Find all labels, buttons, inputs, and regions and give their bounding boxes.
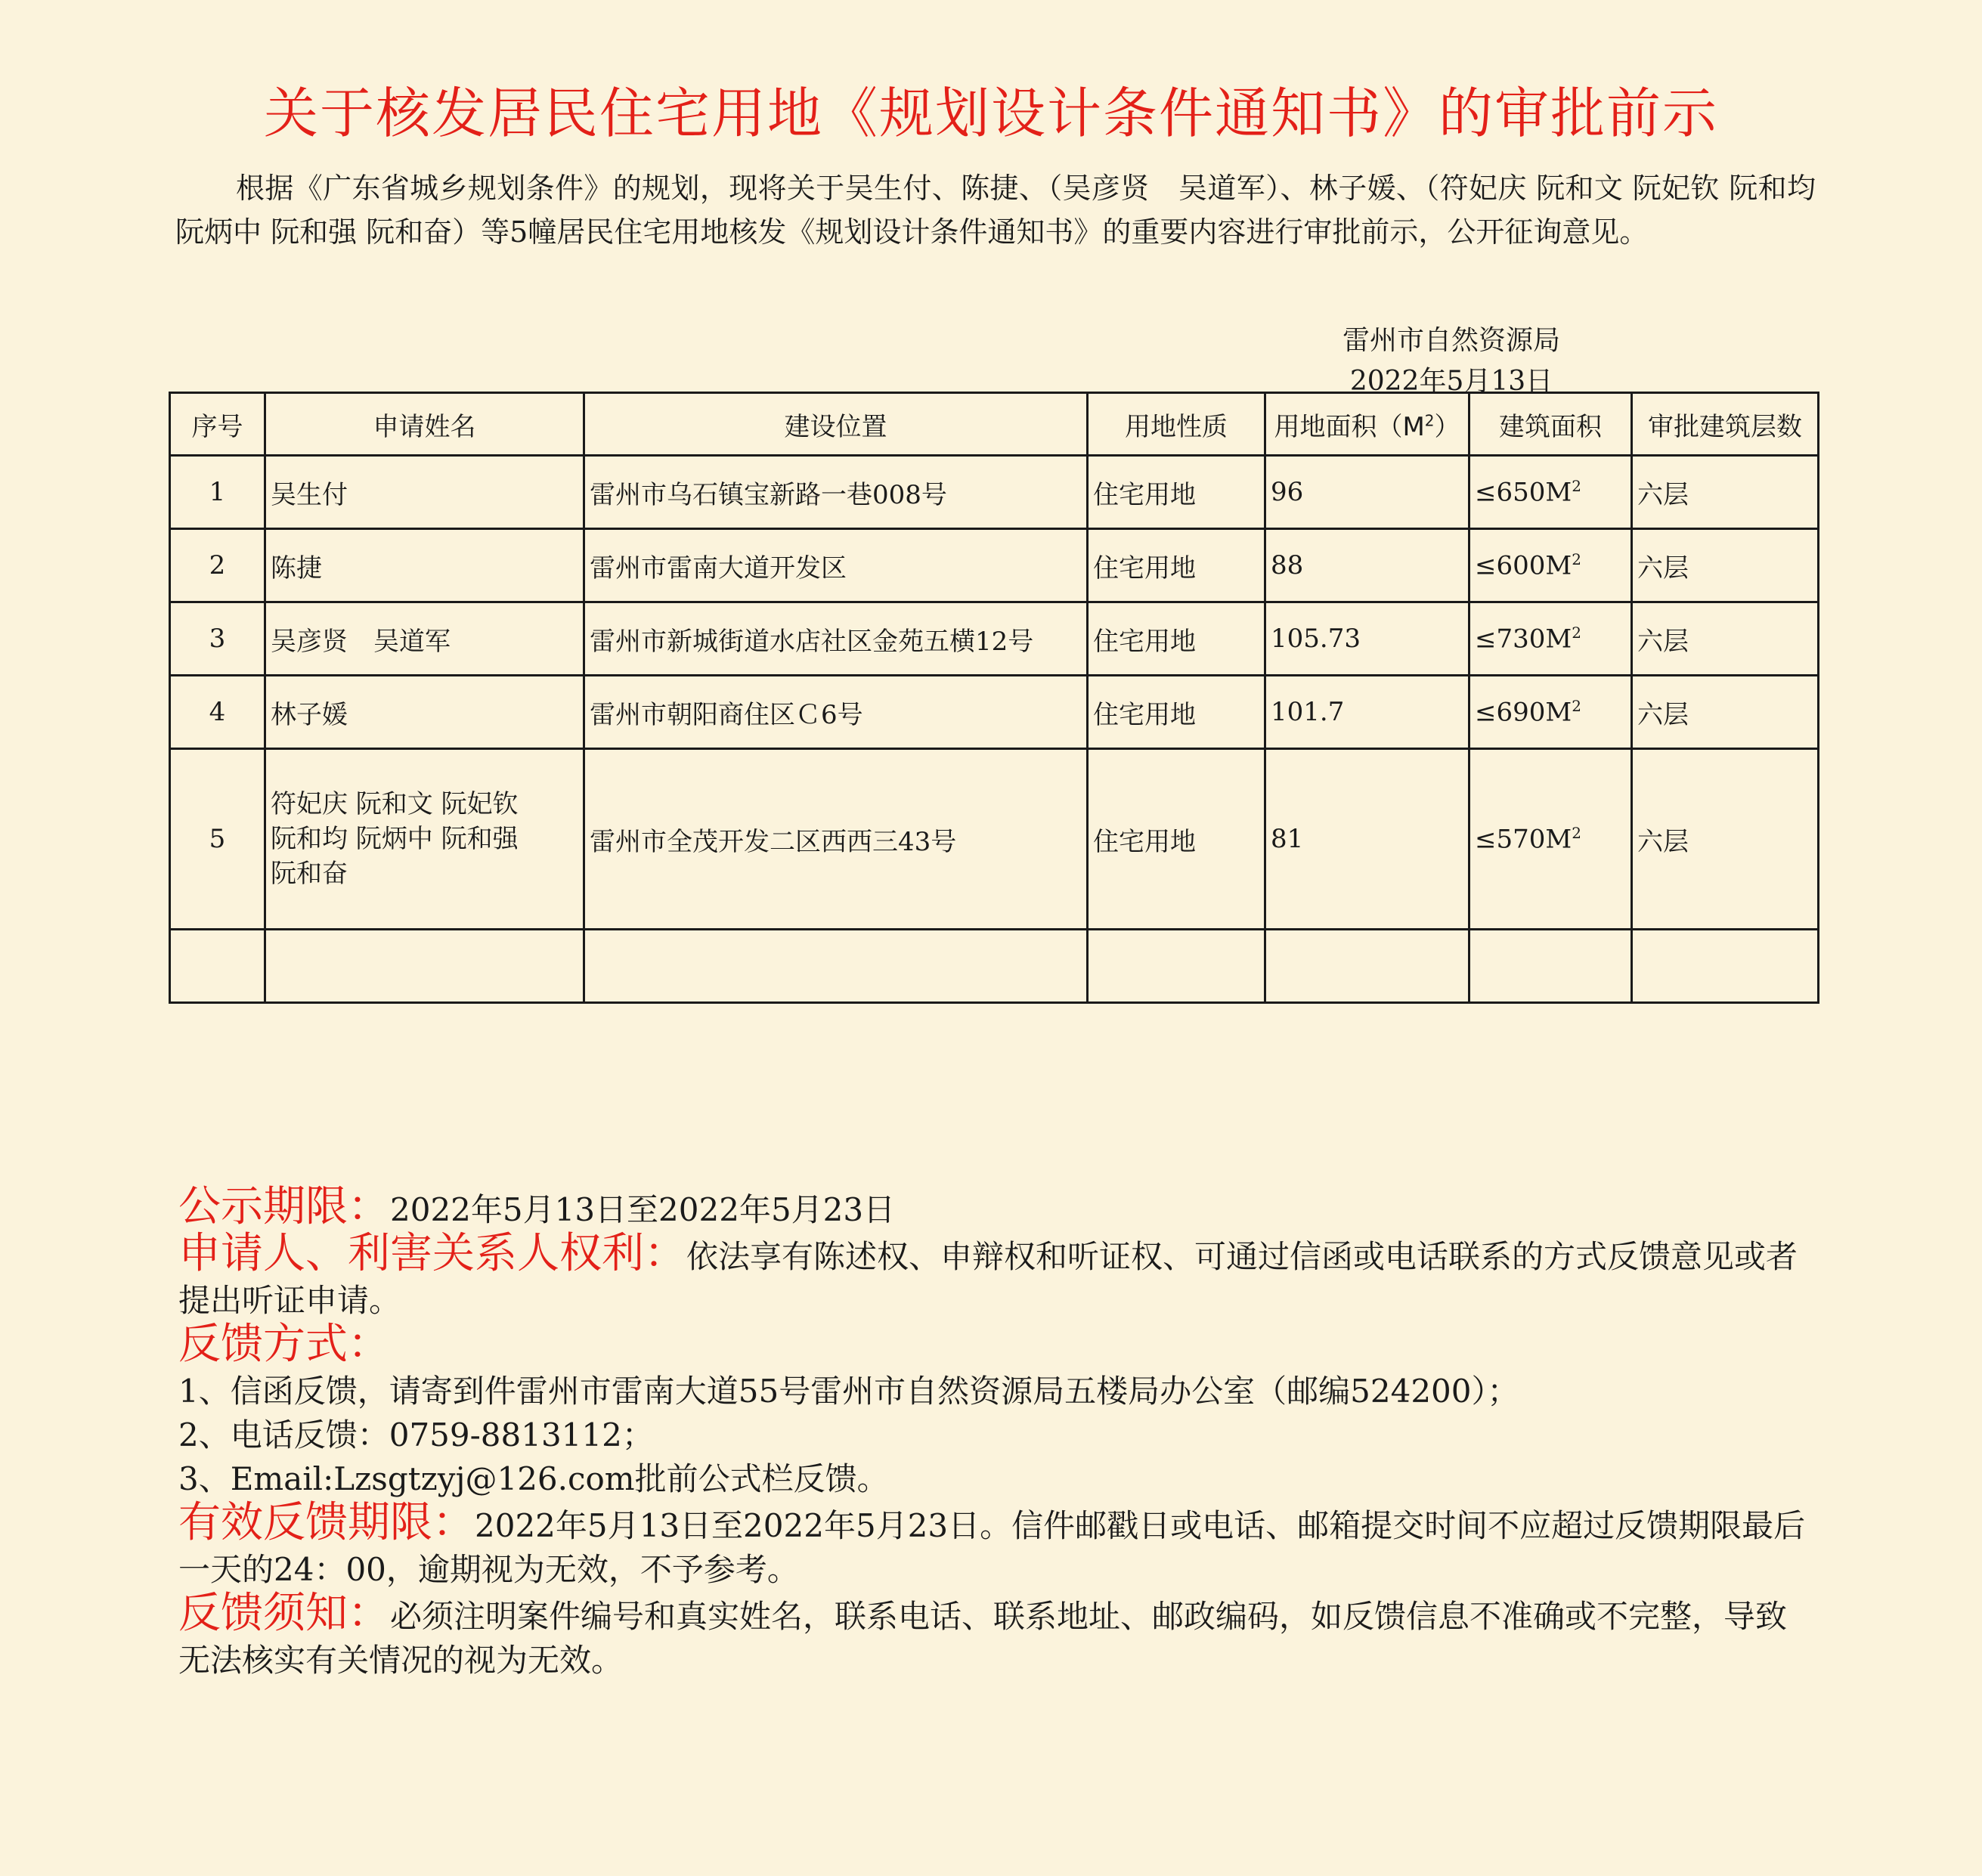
cell-seq: 5 (170, 749, 265, 930)
cell-land-use: 住宅用地 (1088, 602, 1265, 676)
empty-cell (265, 930, 584, 1003)
period-text: 2022年5月13日至2022年5月23日 (390, 1191, 896, 1228)
building-area-value: ≤570M (1475, 824, 1572, 855)
cell-name: 林子媛 (265, 676, 584, 749)
cell-building-area (1469, 456, 1632, 529)
issuer-block (1270, 320, 1633, 402)
cell-name: 吴彦贤 吴道军 (265, 602, 584, 676)
cell-floors: 六层 (1632, 602, 1819, 676)
cell-floors: 六层 (1632, 456, 1819, 529)
cell-floors: 六层 (1632, 529, 1819, 602)
issuer-name: 雷州市自然资源局 (1342, 325, 1560, 356)
cell-building-area (1469, 749, 1632, 930)
building-area-value: ≤650M (1475, 477, 1572, 508)
cell-location: 雷州市全茂开发二区西西三43号 (584, 749, 1088, 930)
header-name: 申请姓名 (265, 393, 584, 456)
cell-floors: 六层 (1632, 676, 1819, 749)
rights-label: 申请人、利害关系人权利： (178, 1229, 686, 1278)
approval-table (169, 392, 1819, 1004)
page-title: 关于核发居民住宅用地《规划设计条件通知书》的审批前示 (263, 82, 1718, 145)
cell-seq: 4 (170, 676, 265, 749)
empty-cell (584, 930, 1088, 1003)
header-floors: 审批建筑层数 (1632, 393, 1819, 456)
building-area-value: ≤690M (1475, 697, 1572, 728)
cell-land-use: 住宅用地 (1088, 456, 1265, 529)
cell-land-area: 101.7 (1265, 676, 1469, 749)
empty-cell (1632, 930, 1819, 1003)
notice-text: 必须注明案件编号和真实姓名，联系电话、联系地址、邮政编码，如反馈信息不准确或不完整，导致无法核实有关情况的视为无效。 (178, 1598, 1788, 1679)
cell-location: 雷州市雷南大道开发区 (584, 529, 1088, 602)
period-label: 公示期限： (178, 1182, 390, 1231)
deadline-label: 有效反馈期限： (178, 1498, 475, 1547)
feedback-row (178, 1320, 1817, 1501)
table-row (170, 749, 1819, 930)
cell-land-area: 81 (1265, 749, 1469, 930)
table-row (170, 676, 1819, 749)
cell-land-area: 105.73 (1265, 602, 1469, 676)
table-row (170, 456, 1819, 529)
intro-paragraph: 根据《广东省城乡规划条件》的规划，现将关于吴生付、陈捷、（吴彦贤 吴道军）、林子媛、（符妃庆 阮和文 阮妃钦 阮和均 阮炳中 阮和强 阮和奋）等5幢居民住宅用地核发《规划设计条件通知书》的重要内容进行审批前示，公开征询意见。 (175, 172, 1816, 249)
feedback-item: 2、电话反馈：0759-8813112； (178, 1416, 654, 1453)
issue-date: 2022年5月13日 (1349, 366, 1553, 397)
cell-land-use: 住宅用地 (1088, 676, 1265, 749)
cell-location: 雷州市新城街道水店社区金苑五横12号 (584, 602, 1088, 676)
building-area-value: ≤730M (1475, 624, 1572, 655)
cell-building-area (1469, 529, 1632, 602)
feedback-label: 反馈方式： (178, 1320, 390, 1369)
cell-building-area (1469, 602, 1632, 676)
header-land-use: 用地性质 (1088, 393, 1265, 456)
notice-row (178, 1589, 1817, 1683)
header-seq: 序号 (170, 393, 265, 456)
cell-seq: 2 (170, 529, 265, 602)
building-area-sup: 2 (1572, 476, 1581, 495)
cell-land-use: 住宅用地 (1088, 749, 1265, 930)
cell-name: 陈捷 (265, 529, 584, 602)
name-line: 阮和奋 (271, 859, 348, 889)
building-area-value: ≤600M (1475, 550, 1572, 581)
empty-cell (1088, 930, 1265, 1003)
cell-building-area (1469, 676, 1632, 749)
empty-row (170, 930, 1819, 1003)
deadline-text: 2022年5月13日至2022年5月23日。信件邮戳日或电话、邮箱提交时间不应超过反馈期限最后一天的24：00，逾期视为无效，不予参考。 (178, 1507, 1806, 1588)
cell-name (265, 749, 584, 930)
header-land-area-end: ） (1434, 411, 1460, 442)
cell-seq: 1 (170, 456, 265, 529)
cell-seq: 3 (170, 602, 265, 676)
header-building-area: 建筑面积 (1469, 393, 1632, 456)
deadline-row (178, 1498, 1817, 1592)
building-area-sup: 2 (1572, 623, 1581, 642)
feedback-item: 3、Email:Lzsgtzyj@126.com批前公式栏反馈。 (178, 1460, 889, 1497)
building-area-sup: 2 (1572, 549, 1581, 568)
table-row (170, 602, 1819, 676)
table-header-row (170, 393, 1819, 456)
name-line: 阮和均 阮炳中 阮和强 (271, 824, 519, 854)
feedback-item: 1、信函反馈，请寄到件雷州市雷南大道55号雷州市自然资源局五楼局办公室（邮编524200）； (178, 1373, 1519, 1410)
notice-label: 反馈须知： (178, 1589, 390, 1638)
cell-land-use: 住宅用地 (1088, 529, 1265, 602)
table-row (170, 529, 1819, 602)
header-land-area (1265, 393, 1469, 456)
rights-text: 依法享有陈述权、申辩权和听证权、可通过信函或电话联系的方式反馈意见或者提出听证申请。 (178, 1238, 1798, 1319)
cell-name: 吴生付 (265, 456, 584, 529)
building-area-sup: 2 (1572, 823, 1581, 842)
building-area-sup: 2 (1572, 696, 1581, 715)
notes-section (178, 1182, 1817, 1683)
rights-row (178, 1229, 1817, 1323)
period-row (178, 1182, 1817, 1232)
empty-cell (1265, 930, 1469, 1003)
header-location: 建设位置 (584, 393, 1088, 456)
cell-location: 雷州市朝阳商住区Ｃ6号 (584, 676, 1088, 749)
cell-land-area: 88 (1265, 529, 1469, 602)
header-land-area-text: 用地面积（M (1274, 411, 1425, 442)
header-land-area-sup: 2 (1424, 411, 1435, 430)
empty-cell (170, 930, 265, 1003)
empty-cell (1469, 930, 1632, 1003)
cell-land-area: 96 (1265, 456, 1469, 529)
cell-floors: 六层 (1632, 749, 1819, 930)
name-line: 符妃庆 阮和文 阮妃钦 (271, 789, 519, 819)
cell-location: 雷州市乌石镇宝新路一巷008号 (584, 456, 1088, 529)
